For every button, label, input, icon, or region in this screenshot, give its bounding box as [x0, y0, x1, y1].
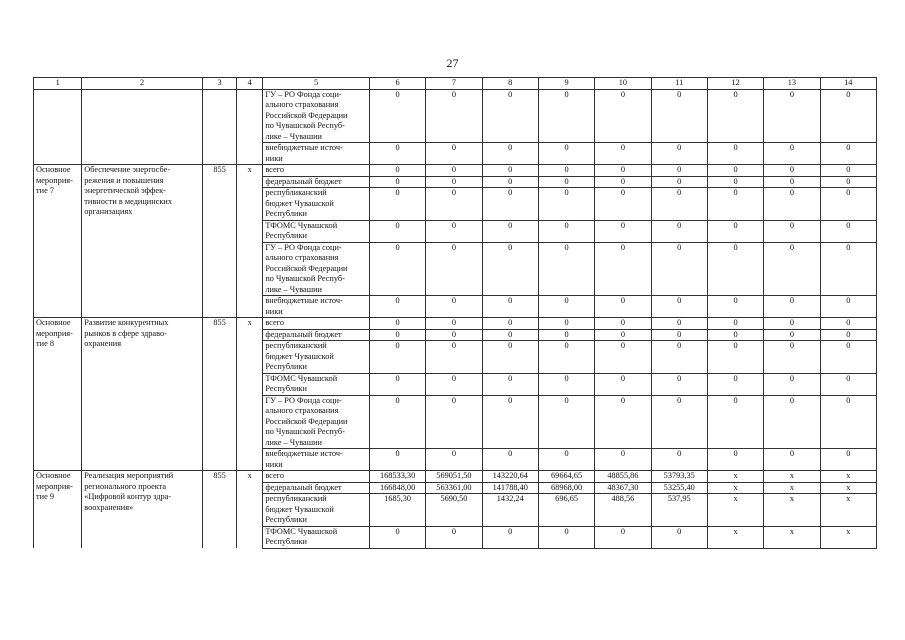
text-line: охранения — [84, 339, 122, 348]
source-cell — [263, 188, 370, 221]
value-cell: 0 — [482, 89, 538, 143]
page-number: 27 — [446, 56, 459, 70]
value-cell: х — [764, 482, 820, 494]
value-cell: 69664,65 — [538, 471, 594, 483]
value-cell: 0 — [764, 329, 820, 341]
value-cell: 0 — [820, 188, 876, 221]
value-cell: х — [707, 471, 763, 483]
value-cell: 0 — [595, 318, 651, 330]
source-cell: федеральный бюджет — [263, 329, 370, 341]
source-cell — [263, 242, 370, 296]
source-cell — [263, 220, 370, 242]
value-cell: 1685,30 — [369, 494, 425, 527]
text-line: лике – Чувашии — [265, 284, 322, 294]
value-cell: х — [820, 526, 876, 548]
text-line: Основное — [36, 318, 71, 327]
source-cell: всего — [263, 165, 370, 177]
table-row — [34, 165, 877, 177]
value-cell: 0 — [707, 165, 763, 177]
value-cell: 0 — [482, 176, 538, 188]
header-cell: 2 — [82, 78, 203, 90]
empty-cell — [34, 89, 82, 143]
value-cell: 0 — [482, 526, 538, 548]
value-cell: х — [764, 471, 820, 483]
value-cell: 0 — [538, 220, 594, 242]
value-cell: 0 — [595, 329, 651, 341]
source-cell — [263, 449, 370, 471]
value-cell: 563361,00 — [426, 482, 482, 494]
text-line: Республики — [265, 362, 307, 371]
value-cell: х — [764, 494, 820, 527]
value-cell: 0 — [764, 188, 820, 221]
text-line: внебюджетные источ- — [265, 449, 343, 458]
value-cell: 53793,35 — [651, 471, 707, 483]
value-cell: 0 — [482, 296, 538, 318]
value-cell: 0 — [820, 176, 876, 188]
value-cell: 0 — [369, 143, 425, 165]
text-line: мероприя- — [36, 328, 73, 338]
text-line: республиканский — [265, 341, 327, 350]
value-cell: 0 — [651, 526, 707, 548]
x-cell: х — [237, 471, 263, 549]
value-cell: 0 — [651, 165, 707, 177]
value-cell: 537,95 — [651, 494, 707, 527]
table-row — [34, 89, 877, 143]
measure-label — [34, 165, 82, 318]
text-line: режения и повышения — [84, 175, 164, 185]
text-line: «Цифровой контур здра- — [84, 492, 172, 501]
value-cell: 0 — [595, 176, 651, 188]
empty-cell — [237, 143, 263, 165]
source-cell: федеральный бюджет — [263, 482, 370, 494]
value-cell: 0 — [482, 242, 538, 296]
value-cell: 0 — [426, 176, 482, 188]
value-cell: 0 — [426, 188, 482, 221]
text-line: ТФОМС Чувашской — [265, 373, 338, 383]
value-cell: 0 — [482, 165, 538, 177]
value-cell: 0 — [538, 449, 594, 471]
header-cell: 10 — [595, 78, 651, 90]
value-cell: 0 — [426, 220, 482, 242]
text-line: мероприя- — [36, 481, 73, 491]
value-cell: 0 — [820, 165, 876, 177]
code-cell: 855 — [202, 165, 236, 318]
value-cell: 0 — [426, 165, 482, 177]
text-line: ального страхования — [265, 253, 339, 262]
value-cell: 168533,30 — [369, 471, 425, 483]
value-cell: 0 — [595, 242, 651, 296]
value-cell: 0 — [482, 329, 538, 341]
text-line: тивности в медицинских — [84, 196, 172, 206]
value-cell: 0 — [538, 176, 594, 188]
text-line: Республики — [265, 384, 307, 393]
value-cell: 0 — [538, 188, 594, 221]
value-cell: 0 — [820, 143, 876, 165]
value-cell: 0 — [651, 242, 707, 296]
empty-cell — [202, 89, 236, 143]
value-cell: 0 — [651, 176, 707, 188]
header-cell: 4 — [237, 78, 263, 90]
value-cell: 0 — [538, 341, 594, 374]
text-line: ГУ – РО Фонда соци- — [265, 89, 342, 99]
source-cell: федеральный бюджет — [263, 176, 370, 188]
value-cell: 48367,30 — [595, 482, 651, 494]
source-cell — [263, 89, 370, 143]
value-cell: 0 — [369, 449, 425, 471]
text-line: рынков в сфере здраво- — [84, 328, 167, 338]
value-cell: 0 — [707, 89, 763, 143]
value-cell: 0 — [764, 373, 820, 395]
value-cell: 0 — [482, 395, 538, 449]
value-cell: 53255,40 — [651, 482, 707, 494]
value-cell: 0 — [369, 296, 425, 318]
value-cell: 0 — [369, 242, 425, 296]
value-cell: 0 — [538, 526, 594, 548]
text-line: организациях — [84, 207, 133, 216]
value-cell: 0 — [707, 220, 763, 242]
text-line: бюджет Чувашской — [265, 198, 334, 208]
empty-cell — [34, 143, 82, 165]
value-cell: 0 — [369, 220, 425, 242]
value-cell: 0 — [651, 449, 707, 471]
header-cell: 14 — [820, 78, 876, 90]
text-line: тие 7 — [36, 186, 54, 195]
value-cell: 0 — [707, 242, 763, 296]
source-cell — [263, 395, 370, 449]
text-line: ники — [265, 306, 283, 316]
text-line: регионального проекта — [84, 481, 167, 491]
value-cell: 0 — [820, 373, 876, 395]
value-cell: 0 — [538, 143, 594, 165]
value-cell: 0 — [369, 526, 425, 548]
value-cell: 0 — [595, 373, 651, 395]
value-cell: 0 — [482, 373, 538, 395]
text-line: Российской Федерации — [265, 416, 348, 426]
measure-label — [34, 318, 82, 471]
text-line: Российской Федерации — [265, 263, 348, 273]
value-cell: 0 — [820, 89, 876, 143]
code-cell: 855 — [202, 318, 236, 471]
value-cell: 0 — [538, 373, 594, 395]
value-cell: 0 — [764, 318, 820, 330]
text-line: Обеспечение энергосбе- — [84, 165, 171, 174]
measure-title — [82, 165, 203, 318]
value-cell: 5690,50 — [426, 494, 482, 527]
value-cell: 0 — [369, 89, 425, 143]
text-line: ники — [265, 153, 283, 163]
value-cell: 0 — [707, 341, 763, 374]
value-cell: 0 — [651, 143, 707, 165]
value-cell: 0 — [369, 329, 425, 341]
source-cell — [263, 143, 370, 165]
value-cell: 0 — [595, 165, 651, 177]
value-cell: 0 — [595, 341, 651, 374]
value-cell: 0 — [651, 329, 707, 341]
value-cell: 0 — [538, 242, 594, 296]
text-line: республиканский — [265, 188, 327, 197]
table-row — [34, 471, 877, 483]
value-cell: 141788,40 — [482, 482, 538, 494]
value-cell: 0 — [707, 318, 763, 330]
value-cell: 0 — [538, 395, 594, 449]
x-cell: х — [237, 318, 263, 471]
text-line: по Чувашской Респуб- — [265, 121, 345, 130]
text-line: Основное — [36, 165, 71, 174]
value-cell: 0 — [707, 329, 763, 341]
value-cell: 0 — [820, 329, 876, 341]
value-cell: 0 — [369, 165, 425, 177]
measure-label — [34, 471, 82, 549]
value-cell: 0 — [369, 395, 425, 449]
header-cell: 9 — [538, 78, 594, 90]
table-row — [34, 318, 877, 330]
text-line: мероприя- — [36, 175, 73, 185]
value-cell: 488,56 — [595, 494, 651, 527]
table-row — [34, 143, 877, 165]
value-cell: 0 — [426, 296, 482, 318]
value-cell: 0 — [426, 143, 482, 165]
text-line: ТФОМС Чувашской — [265, 220, 338, 230]
text-line: Республики — [265, 209, 307, 218]
text-line: бюджет Чувашской — [265, 504, 334, 514]
value-cell: 0 — [426, 341, 482, 374]
text-line: ГУ – РО Фонда соци- — [265, 395, 342, 405]
value-cell: 0 — [482, 341, 538, 374]
value-cell: 0 — [482, 318, 538, 330]
value-cell: 0 — [820, 220, 876, 242]
value-cell: 0 — [764, 165, 820, 177]
value-cell: х — [820, 494, 876, 527]
value-cell: 0 — [369, 318, 425, 330]
value-cell: 696,65 — [538, 494, 594, 527]
text-line: ального страхования — [265, 100, 339, 109]
header-cell: 11 — [651, 78, 707, 90]
value-cell: 0 — [707, 395, 763, 449]
text-line: бюджет Чувашской — [265, 351, 334, 361]
value-cell: 68968,00 — [538, 482, 594, 494]
value-cell: 0 — [764, 242, 820, 296]
value-cell: 0 — [764, 220, 820, 242]
value-cell: 0 — [482, 143, 538, 165]
header-cell: 5 — [263, 78, 370, 90]
empty-cell — [202, 143, 236, 165]
value-cell: 0 — [369, 176, 425, 188]
value-cell: 0 — [595, 220, 651, 242]
value-cell: 166848,00 — [369, 482, 425, 494]
value-cell: 0 — [426, 373, 482, 395]
value-cell: 0 — [651, 395, 707, 449]
value-cell: 569051,50 — [426, 471, 482, 483]
value-cell: 0 — [426, 329, 482, 341]
empty-cell — [82, 89, 203, 143]
text-line: внебюджетные источ- — [265, 296, 343, 305]
header-cell: 13 — [764, 78, 820, 90]
text-line: Основное — [36, 471, 71, 480]
value-cell: 0 — [820, 318, 876, 330]
value-cell: 48855,86 — [595, 471, 651, 483]
value-cell: 0 — [707, 373, 763, 395]
text-line: энергетической эффек- — [84, 186, 166, 195]
value-cell: 0 — [369, 373, 425, 395]
value-cell: 0 — [707, 296, 763, 318]
code-cell: 855 — [202, 471, 236, 549]
value-cell: 0 — [820, 242, 876, 296]
value-cell: 0 — [764, 143, 820, 165]
value-cell: 0 — [595, 296, 651, 318]
measure-title — [82, 318, 203, 471]
source-cell — [263, 526, 370, 548]
value-cell: 0 — [595, 526, 651, 548]
value-cell: 0 — [538, 318, 594, 330]
value-cell: 0 — [764, 341, 820, 374]
value-cell: 0 — [426, 318, 482, 330]
value-cell: 0 — [764, 449, 820, 471]
value-cell: 0 — [820, 449, 876, 471]
value-cell: 0 — [707, 143, 763, 165]
source-cell — [263, 296, 370, 318]
value-cell: 0 — [538, 89, 594, 143]
value-cell: х — [707, 494, 763, 527]
value-cell: 0 — [820, 341, 876, 374]
source-cell: всего — [263, 471, 370, 483]
value-cell: 0 — [369, 188, 425, 221]
text-line: ГУ – РО Фонда соци- — [265, 242, 342, 252]
empty-cell — [237, 89, 263, 143]
value-cell: 0 — [369, 341, 425, 374]
value-cell: 0 — [651, 296, 707, 318]
text-line: Российской Федерации — [265, 110, 348, 120]
header-cell: 8 — [482, 78, 538, 90]
value-cell: 0 — [538, 165, 594, 177]
value-cell: х — [707, 482, 763, 494]
source-cell — [263, 341, 370, 374]
value-cell: х — [820, 471, 876, 483]
text-line: Республики — [265, 537, 307, 546]
value-cell: 0 — [764, 395, 820, 449]
value-cell: 0 — [482, 449, 538, 471]
header-cell: 3 — [202, 78, 236, 90]
value-cell: 0 — [707, 449, 763, 471]
text-line: лике – Чувашии — [265, 437, 322, 447]
text-line: республиканский — [265, 494, 327, 503]
value-cell: 0 — [651, 220, 707, 242]
value-cell: х — [820, 482, 876, 494]
value-cell: 0 — [595, 89, 651, 143]
value-cell: 0 — [764, 89, 820, 143]
header-cell: 12 — [707, 78, 763, 90]
value-cell: 143220,64 — [482, 471, 538, 483]
value-cell: 0 — [651, 89, 707, 143]
measure-title — [82, 471, 203, 549]
value-cell: 0 — [595, 143, 651, 165]
empty-cell — [82, 143, 203, 165]
value-cell: 0 — [651, 318, 707, 330]
text-line: ники — [265, 459, 283, 469]
value-cell: 0 — [538, 329, 594, 341]
text-line: Республики — [265, 231, 307, 240]
source-cell: всего — [263, 318, 370, 330]
value-cell: 0 — [426, 242, 482, 296]
value-cell: 0 — [426, 526, 482, 548]
budget-table — [33, 77, 877, 549]
header-cell: 7 — [426, 78, 482, 90]
source-cell — [263, 373, 370, 395]
text-line: по Чувашской Респуб- — [265, 274, 345, 283]
value-cell: 0 — [426, 449, 482, 471]
value-cell: х — [707, 526, 763, 548]
value-cell: 0 — [482, 188, 538, 221]
value-cell: 0 — [651, 341, 707, 374]
header-row — [34, 78, 877, 90]
value-cell: х — [764, 526, 820, 548]
value-cell: 0 — [707, 176, 763, 188]
value-cell: 0 — [651, 188, 707, 221]
x-cell: х — [237, 165, 263, 318]
value-cell: 1432,24 — [482, 494, 538, 527]
text-line: внебюджетные источ- — [265, 143, 343, 152]
value-cell: 0 — [595, 188, 651, 221]
text-line: тие 8 — [36, 339, 54, 348]
value-cell: 0 — [820, 395, 876, 449]
text-line: Развитие конкурентных — [84, 318, 169, 327]
value-cell: 0 — [426, 395, 482, 449]
text-line: лике – Чувашии — [265, 131, 322, 141]
text-line: по Чувашской Респуб- — [265, 427, 345, 436]
text-line: ального страхования — [265, 406, 339, 415]
value-cell: 0 — [651, 373, 707, 395]
value-cell: 0 — [764, 296, 820, 318]
value-cell: 0 — [538, 296, 594, 318]
text-line: тие 9 — [36, 492, 54, 501]
value-cell: 0 — [426, 89, 482, 143]
value-cell: 0 — [764, 176, 820, 188]
text-line: Республики — [265, 515, 307, 524]
header-cell: 6 — [369, 78, 425, 90]
value-cell: 0 — [820, 296, 876, 318]
value-cell: 0 — [482, 220, 538, 242]
value-cell: 0 — [595, 449, 651, 471]
value-cell: 0 — [595, 395, 651, 449]
text-line: ТФОМС Чувашской — [265, 526, 338, 536]
text-line: Реализация мероприятий — [84, 471, 174, 480]
source-cell — [263, 494, 370, 527]
value-cell: 0 — [707, 188, 763, 221]
text-line: воохранения» — [84, 502, 134, 512]
header-cell: 1 — [34, 78, 82, 90]
